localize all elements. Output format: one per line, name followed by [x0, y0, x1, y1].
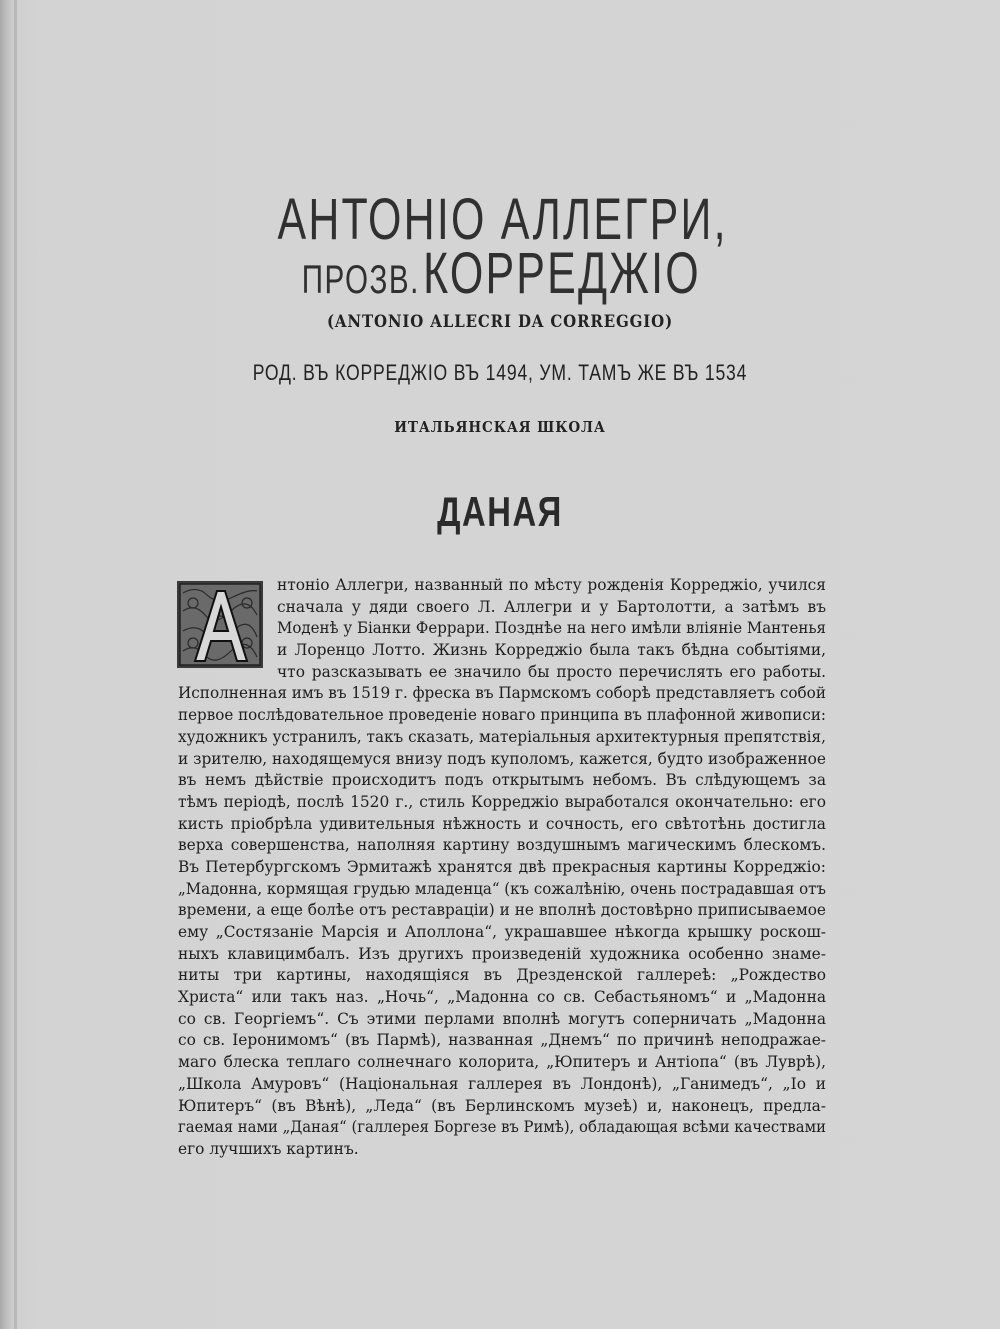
text-line: со св. Іеронимомъ“ (въ Пармѣ), названная „Днемъ“ по причинѣ неподражае-: [178, 1031, 826, 1050]
nickname-prefix: ПРОЗВ.: [301, 258, 420, 302]
text-line: Христа“ или такъ наз. „Ночь“, „Мадонна со св. Себастьяномъ“ и „Мадонна: [178, 988, 826, 1007]
text-line: художникъ устранилъ, такъ сказать, матеріальныя архитектурныя препятствія,: [178, 727, 826, 746]
painting-title: ДАНАЯ: [437, 488, 563, 535]
latin-name: (ANTONIO ALLECRI DA CORREGGIO): [326, 312, 674, 332]
text-line: маго блеска теплаго солнечнаго колорита, „Юпитеръ и Антіопа“ (въ Луврѣ),: [178, 1053, 826, 1072]
nickname: КОРРЕДЖІО: [423, 241, 701, 306]
text-line: его лучшихъ картинъ.: [178, 1139, 359, 1158]
artist-nickname-title: [131, 240, 871, 307]
text-line: верха совершенства, наполняя картину воздушнымъ магическимъ блескомъ.: [178, 836, 826, 855]
text-line: сначала у дяди своего Л. Аллегри и у Бартолотти, а затѣмъ въ: [277, 597, 826, 616]
text-line: ныхъ клавицимбалъ. Изъ другихъ произведеній художника особенно знаме-: [178, 944, 826, 963]
text-line: тѣмъ періодѣ, послѣ 1520 г., стиль Корреджіо выработался окончательно: его: [178, 792, 826, 811]
text-line: Исполненная имъ въ 1519 г. фреска въ Пармскомъ соборѣ представляетъ собой: [178, 684, 826, 703]
life-dates: РОД. ВЪ КОРРЕДЖІО ВЪ 1494, УМ. ТАМЪ ЖЕ ВЪ 1534: [252, 360, 748, 385]
text-line: первое послѣдовательное проведеніе новаго принципа въ плафонной живописи:: [178, 706, 826, 725]
text-line: Моденѣ у Біанки Феррари. Позднѣе на него имѣли вліяніе Мантенья: [277, 619, 826, 638]
text-line: нтоніо Аллегри, названный по мѣсту рожденія Корреджіо, учился: [277, 576, 826, 594]
text-line: въ немъ дѣйствіе происходитъ подъ открытымъ небомъ. Въ слѣдующемъ за: [178, 771, 826, 790]
text-line: гаемая нами „Даная“ (галлерея Боргезе въ Римѣ), обладающая всѣми качествами: [178, 1118, 826, 1137]
text-line: ниты три картины, находящіяся въ Дрезденской галлереѣ: „Рождество: [178, 966, 826, 985]
text-line: времени, а еще болѣе отъ реставраціи) и не вполнѣ достовѣрно приписываемое: [178, 901, 826, 920]
text-line: со св. Георгіемъ“. Съ этими перлами вполнѣ могутъ соперничать „Мадонна: [178, 1009, 826, 1028]
text-line: Юпитеръ“ (въ Вѣнѣ), „Леда“ (въ Берлинскомъ музеѣ) и, наконецъ, предла-: [178, 1096, 826, 1115]
text-line: и зрителю, находящемуся внизу подъ куполомъ, кажется, будто изображенное: [178, 749, 826, 768]
text-line: „Мадонна, кормящая грудью младенца“ (къ сожалѣнію, очень пострадавшая отъ: [178, 879, 826, 898]
text-line: Въ Петербургскомъ Эрмитажѣ хранятся двѣ прекрасныя картины Корреджіо:: [178, 857, 826, 876]
biography-text: [178, 575, 826, 1161]
text-line: что разсказывать ее значило бы просто перечислять его работы.: [277, 662, 826, 681]
school-label: ИТАЛЬЯНСКАЯ ШКОЛА: [394, 418, 606, 436]
text-line: кисть пріобрѣла удивительныя нѣжность и сочность, его свѣтотѣнь достигла: [178, 814, 826, 833]
text-line: „Школа Амуровъ“ (Національная галлерея въ Лондонѣ), „Ганимедъ“, „Іо и: [178, 1074, 826, 1093]
artist-name-title: АНТОНІО АЛЛЕГРИ,: [277, 187, 728, 252]
page-spine-shadow: [14, 0, 17, 1329]
text-line: ему „Состязаніе Марсія и Аполлона“, украшавшее нѣкогда крышку роскош-: [178, 923, 826, 941]
text-line: и Лоренцо Лотто. Жизнь Корреджіо была такъ бѣдна событіями,: [277, 641, 826, 660]
